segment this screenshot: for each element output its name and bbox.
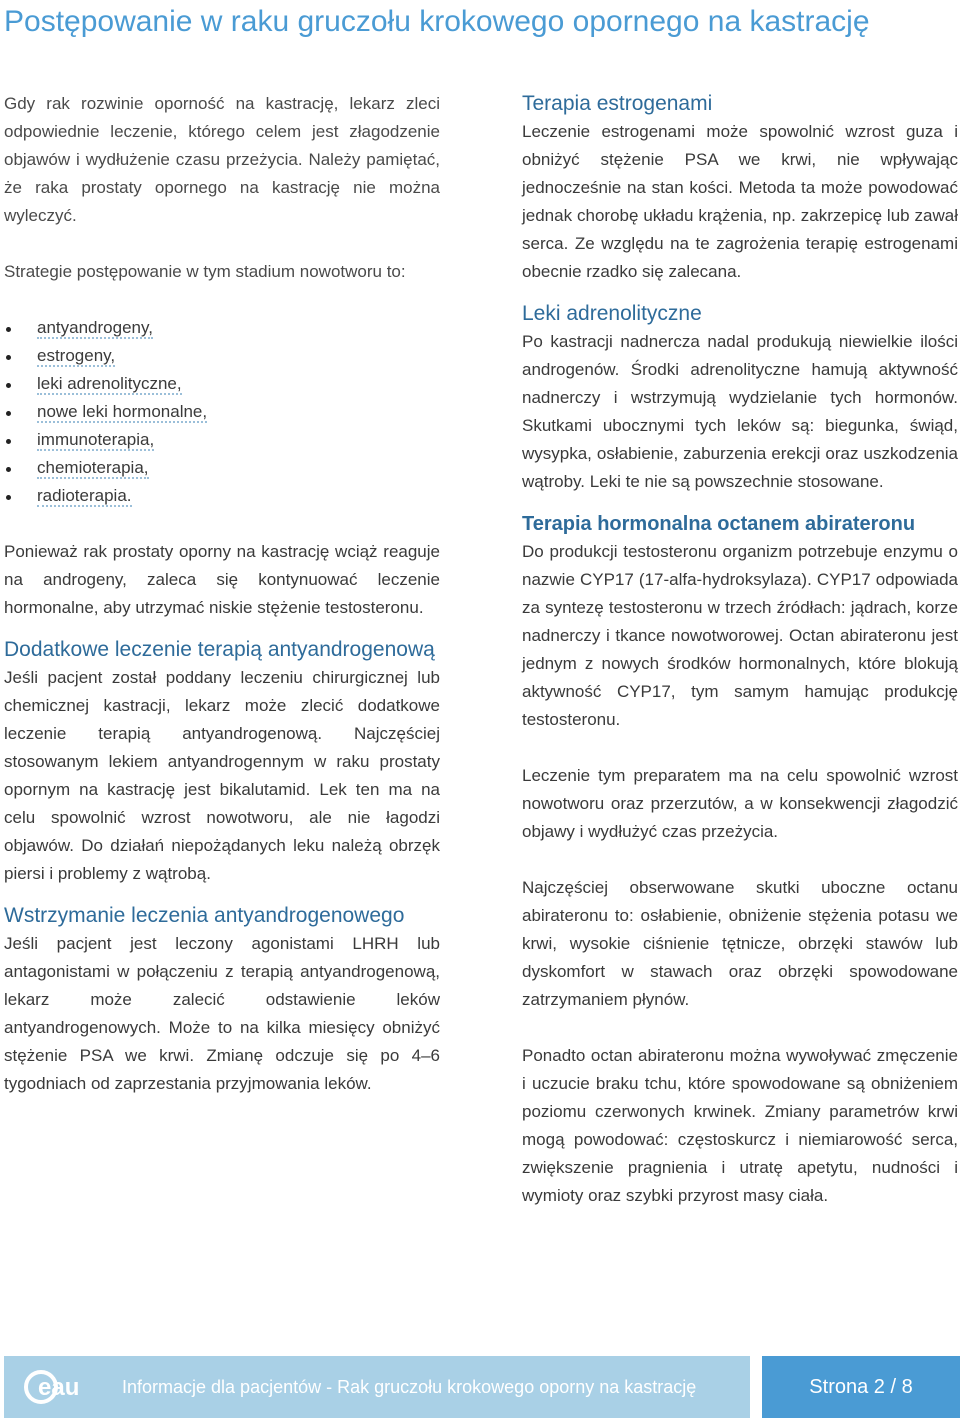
glossary-link[interactable]: chemioterapia, — [37, 458, 149, 477]
svg-text:eau: eau — [38, 1374, 80, 1401]
list-item — [4, 370, 440, 398]
list-item — [4, 342, 440, 370]
strategies-list — [4, 314, 440, 510]
page-footer — [4, 1356, 960, 1418]
glossary-link[interactable]: antyandrogeny, — [37, 318, 153, 337]
glossary-link[interactable]: immunoterapia, — [37, 430, 155, 449]
footer-title: Informacje dla pacjentów - Rak gruczołu krokowego oporny na kastrację — [122, 1377, 697, 1397]
glossary-link[interactable]: radioterapia. — [37, 486, 132, 505]
section-heading-antiandrogen: Dodatkowe leczenie terapią antyandrogenową — [4, 638, 435, 661]
page-number: Strona 2 / 8 — [762, 1356, 960, 1418]
footer-band — [4, 1356, 750, 1418]
continue-hormonal-paragraph: Ponieważ rak prostaty oporny na kastrację wciąż reaguje na androgeny, zaleca się kontynuować leczenie hormonalne, aby utrzymać niskie stężenie testosteronu. — [4, 542, 440, 617]
section-text-abiraterone-2: Leczenie tym preparatem ma na celu spowolnić wzrost nowotworu oraz przerzutów, a w konsekwencji złagodzić objawy i wydłużyć czas przeżycia. — [522, 766, 958, 841]
section-heading-adrenolytic: Leki adrenolityczne — [522, 302, 702, 325]
list-item — [4, 482, 440, 510]
section-text-abiraterone-1: Do produkcji testosteronu organizm potrzebuje enzymu o nazwie CYP17 (17-alfa-hydroksylaza). CYP17 odpowiada za syntezę testosteronu w trzech źródłach: jądrach, korze nadnerczy i tkance nowotworowej. Octan abirateronu jest jednym z nowych środków hormonalnych, które blokują aktywność CYP17, tym samym hamując produkcję testosteronu. — [522, 542, 958, 729]
section-text-estrogen: Leczenie estrogenami może spowolnić wzrost guza i obniżyć stężenie PSA we krwi, nie wpływając jednocześnie na stan kości. Metoda ta może powodować jednak chorobę układu krążenia, np. zakrzepicę lub zawał serca. Ze względu na te zagrożenia terapię estrogenami obecnie rzadko się zalecana. — [522, 122, 958, 281]
list-item — [4, 398, 440, 426]
list-item — [4, 314, 440, 342]
glossary-link[interactable]: estrogeny, — [37, 346, 116, 365]
left-column — [4, 90, 440, 1098]
glossary-link[interactable]: leki adrenolityczne, — [37, 374, 182, 393]
section-heading-withdrawal: Wstrzymanie leczenia antyandrogenowego — [4, 904, 405, 927]
glossary-link[interactable]: nowe leki hormonalne, — [37, 402, 208, 421]
eau-logo-icon — [24, 1370, 88, 1404]
section-heading-estrogen: Terapia estrogenami — [522, 92, 713, 115]
list-item — [4, 426, 440, 454]
section-text-abiraterone-4: Ponadto octan abirateronu można wywoływać zmęczenie i uczucie braku tchu, które spowodowane są obniżeniem poziomu czerwonych krwinek. Zmiany parametrów krwi mogą powodować: częstoskurcz i niemiarowość serca, zwiększenie pragnienia i utratę apetytu, nudności i wymioty oraz szybki przyrost masy ciała. — [522, 1046, 958, 1205]
intro-paragraph: Gdy rak rozwinie oporność na kastrację, lekarz zleci odpowiednie leczenie, którego celem jest złagodzenie objawów i wydłużenie czasu przeżycia. Należy pamiętać, że raka prostaty opornego na kastrację nie można wyleczyć. — [4, 94, 440, 225]
section-text-adrenolytic: Po kastracji nadnercza nadal produkują niewielkie ilości androgenów. Środki adrenolityczne hamują aktywność nadnerczy i wstrzymują wydzielanie tych hormonów. Skutkami ubocznymi tych leków są: biegunka, świąd, wysypka, osłabienie, zaburzenia erekcji oraz uszkodzenia wątroby. Leki te nie są powszechnie stosowane. — [522, 332, 958, 491]
section-text-withdrawal: Jeśli pacjent jest leczony agonistami LHRH lub antagonistami w połączeniu z terapią antyandrogenową, lekarz może zalecić odstawienie leków antyandrogenowych. Może to na kilka miesięcy obniżyć stężenie PSA we krwi. Zmianę odczuje się po 4–6 tygodniach od zaprzestania przyjmowania leków. — [4, 934, 440, 1093]
strategies-intro: Strategie postępowanie w tym stadium nowotworu to: — [4, 262, 406, 281]
right-column — [522, 90, 958, 1210]
page-title: Postępowanie w raku gruczołu krokowego opornego na kastrację — [4, 5, 870, 38]
section-heading-abiraterone: Terapia hormonalna octanem abirateronu — [522, 513, 916, 535]
section-text-abiraterone-3: Najczęściej obserwowane skutki uboczne octanu abirateronu to: osłabienie, obniżenie stężenia potasu we krwi, wysokie ciśnienie tętnicze, obrzęki stawów lub dyskomfort w stawach oraz obrzęki spowodowane zatrzymaniem płynów. — [522, 878, 958, 1009]
section-text-antiandrogen: Jeśli pacjent został poddany leczeniu chirurgicznej lub chemicznej kastracji, lekarz może zlecić dodatkowe leczenie terapią antyandrogenową. Najczęściej stosowanym lekiem antyandrogennym w raku prostaty opornym na kastrację jest bikalutamid. Lek ten ma na celu spowolnić wzrost nowotworu, ale nie łagodzi objawów. Do działań niepożądanych leku należą obrzęk piersi i problemy z wątrobą. — [4, 668, 440, 883]
list-item — [4, 454, 440, 482]
